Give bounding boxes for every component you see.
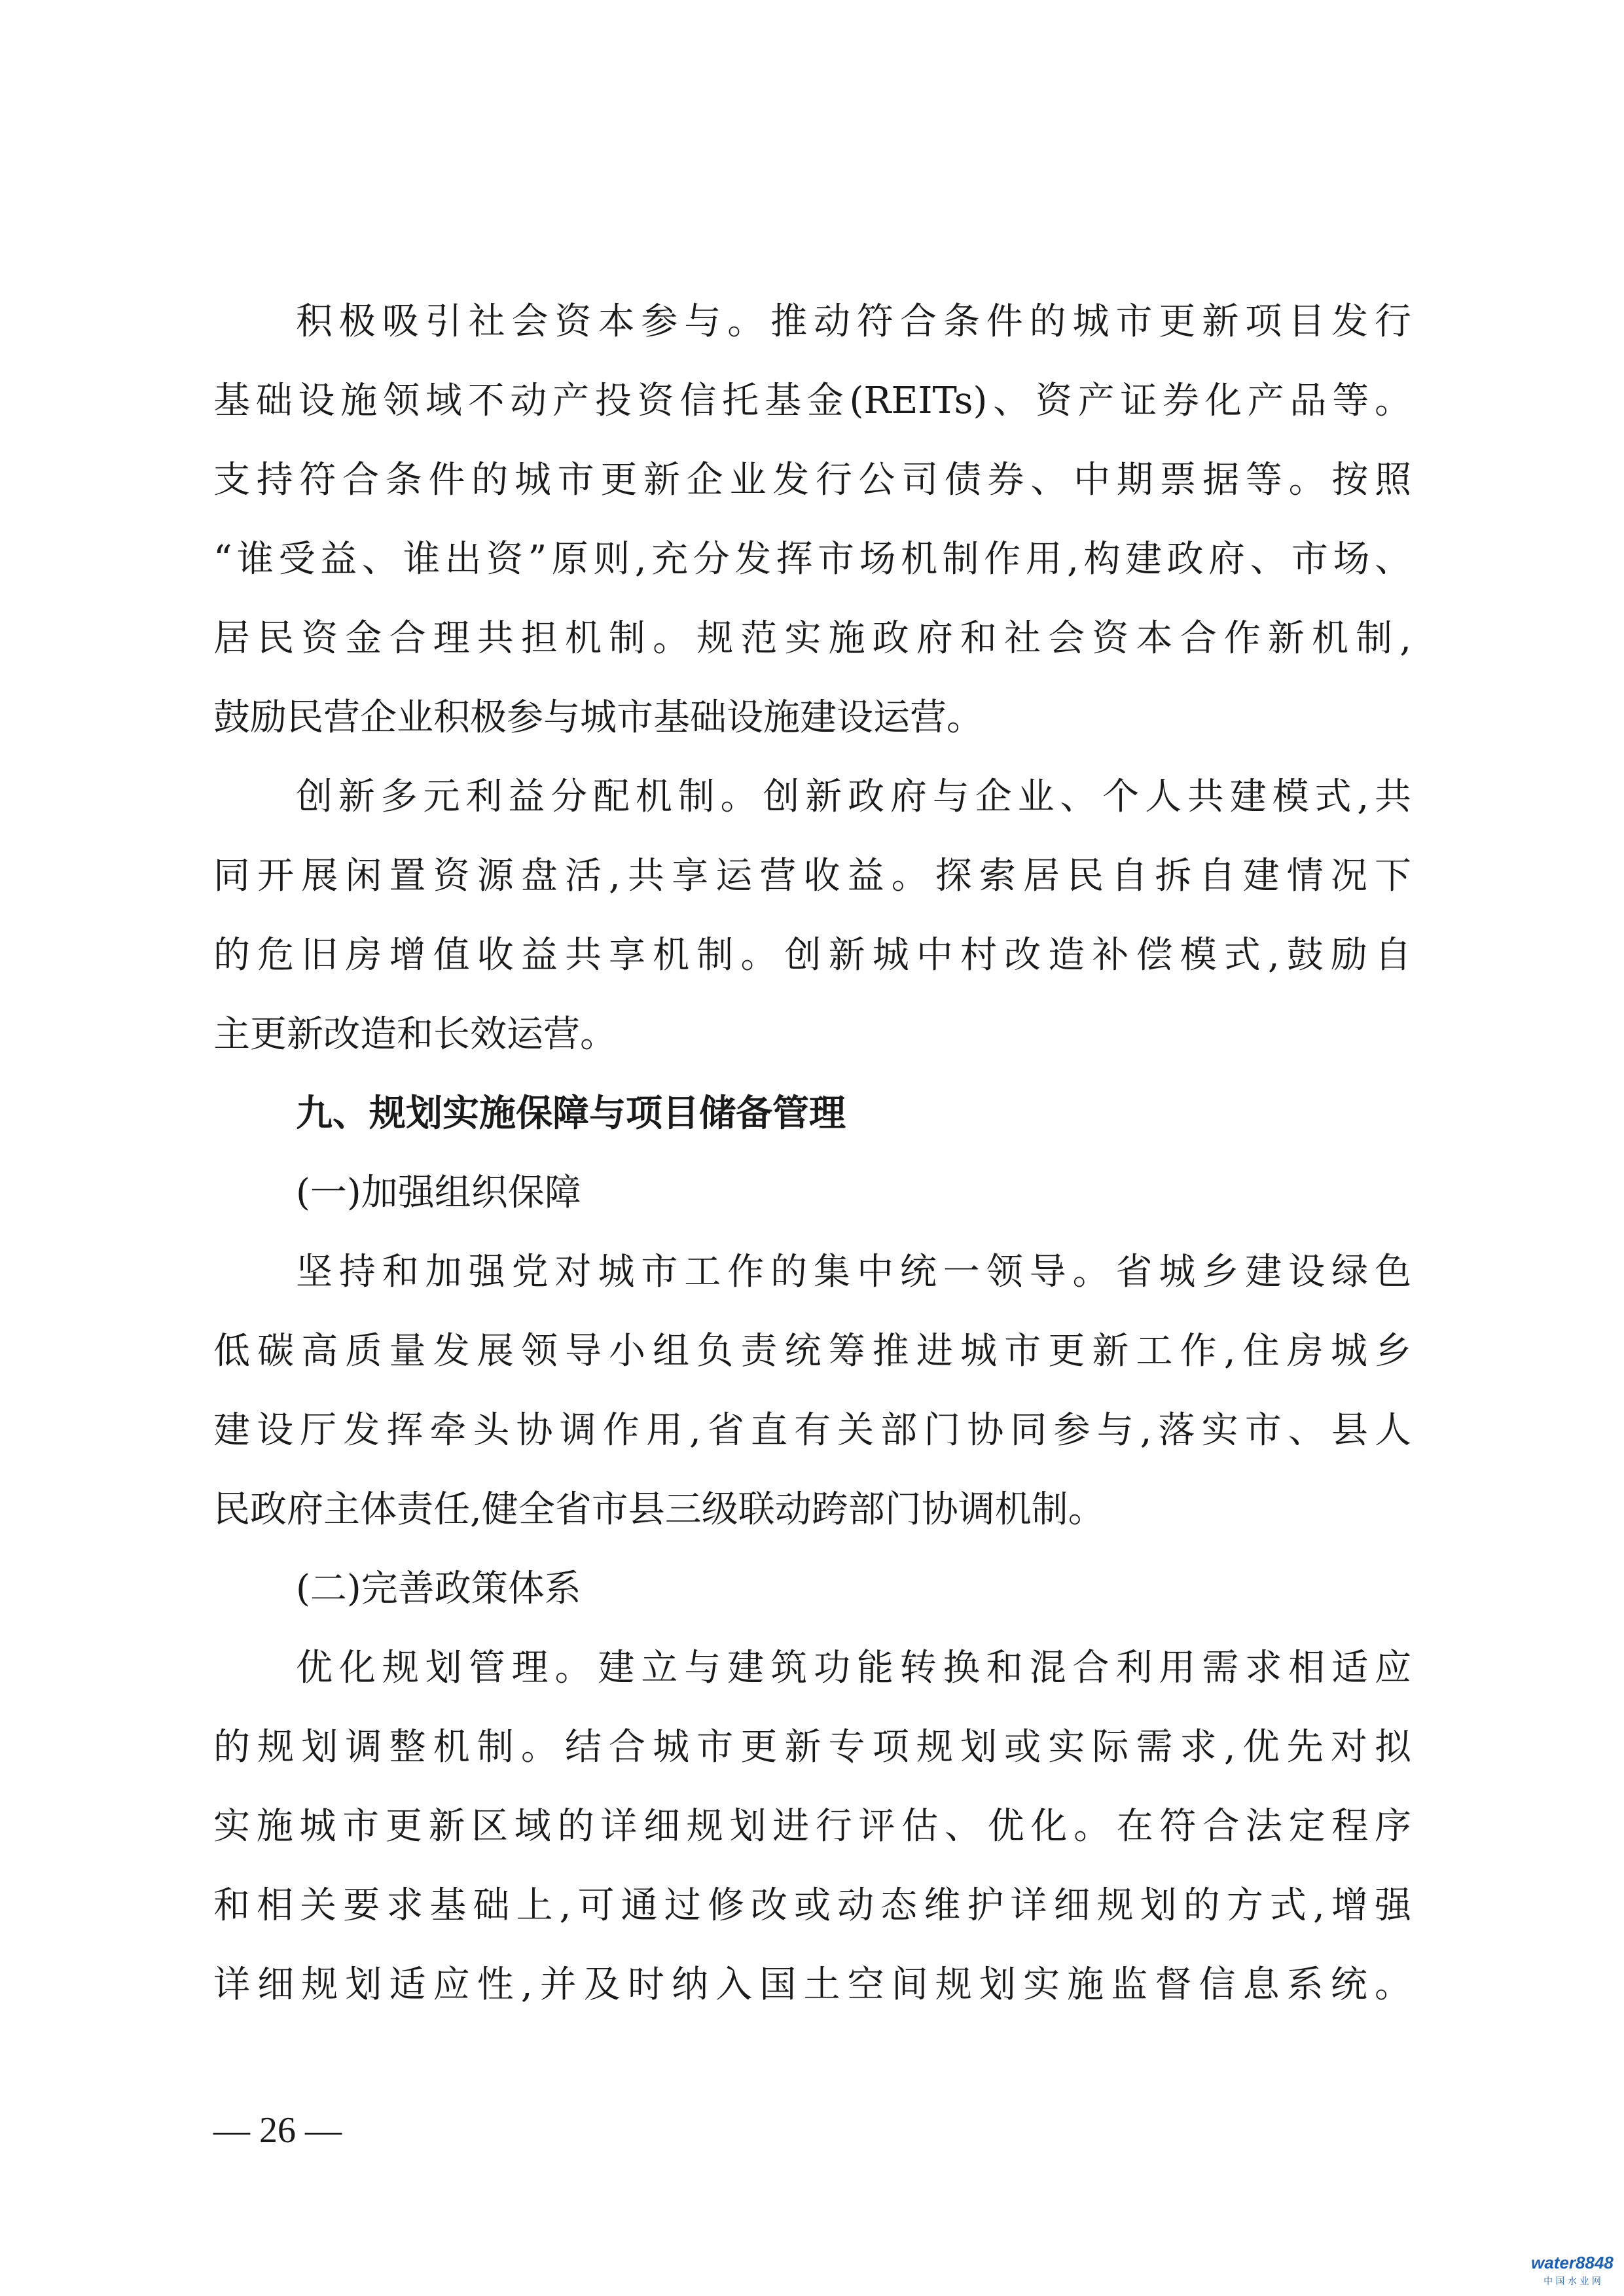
paragraph-4-line-3: 实施城市更新区域的详细规划进行评估、优化。在符合法定程序 xyxy=(213,1805,1411,1848)
watermark-logo xyxy=(1526,2246,1618,2288)
paragraph-2-line-3: 的危旧房增值收益共享机制。创新城中村改造补偿模式,鼓励自 xyxy=(213,934,1411,977)
paragraph-3-line-1: 坚持和加强党对城市工作的集中统一领导。省城乡建设绿色 xyxy=(296,1251,1411,1293)
paragraph-2-line-4: 主更新改造和长效运营。 xyxy=(213,1013,617,1056)
paragraph-4-line-5: 详细规划适应性,并及时纳入国土空间规划实施监督信息系统。 xyxy=(213,1964,1411,2006)
paragraph-1-line-2: 基础设施领域不动产投资信托基金(REITs)、资产证券化产品等。 xyxy=(213,380,1411,422)
paragraph-3-line-4: 民政府主体责任,健全省市县三级联动跨部门协调机制。 xyxy=(213,1488,1105,1531)
paragraph-4-line-2: 的规划调整机制。结合城市更新专项规划或实际需求,优先对拟 xyxy=(213,1726,1411,1768)
paragraph-2-line-2: 同开展闲置资源盘活,共享运营收益。探索居民自拆自建情况下 xyxy=(213,855,1411,897)
paragraph-1-line-3: 支持符合条件的城市更新企业发行公司债券、中期票据等。按照 xyxy=(213,459,1411,501)
paragraph-2-line-1: 创新多元利益分配机制。创新政府与企业、个人共建模式,共 xyxy=(296,776,1411,818)
paragraph-3-line-2: 低碳高质量发展领导小组负责统筹推进城市更新工作,住房城乡 xyxy=(213,1330,1411,1372)
watermark-sub-text: 中 国 水 业 网 xyxy=(1543,2276,1601,2287)
paragraph-4-line-4: 和相关要求基础上,可通过修改或动态维护详细规划的方式,增强 xyxy=(213,1884,1411,1927)
page-number: — 26 — xyxy=(213,2110,342,2151)
watermark-logo-icon xyxy=(1526,2246,1618,2288)
section-heading-9: 九、规划实施保障与项目储备管理 xyxy=(296,1092,846,1135)
paragraph-1-line-6: 鼓励民营企业积极参与城市基础设施建设运营。 xyxy=(213,696,983,739)
paragraph-1-line-5: 居民资金合理共担机制。规范实施政府和社会资本合作新机制, xyxy=(213,617,1411,660)
subsection-heading-1: (一)加强组织保障 xyxy=(296,1172,581,1214)
watermark-main-text: water8848 xyxy=(1531,2253,1614,2272)
paragraph-4-line-1: 优化规划管理。建立与建筑功能转换和混合利用需求相适应 xyxy=(296,1647,1411,1689)
paragraph-3-line-3: 建设厅发挥牵头协调作用,省直有关部门协同参与,落实市、县人 xyxy=(213,1409,1411,1452)
paragraph-1-line-1: 积极吸引社会资本参与。推动符合条件的城市更新项目发行 xyxy=(296,300,1411,343)
subsection-heading-2: (二)完善政策体系 xyxy=(296,1568,581,1610)
paragraph-1-line-4: “谁受益、谁出资”原则,充分发挥市场机制作用,构建政府、市场、 xyxy=(213,538,1411,581)
